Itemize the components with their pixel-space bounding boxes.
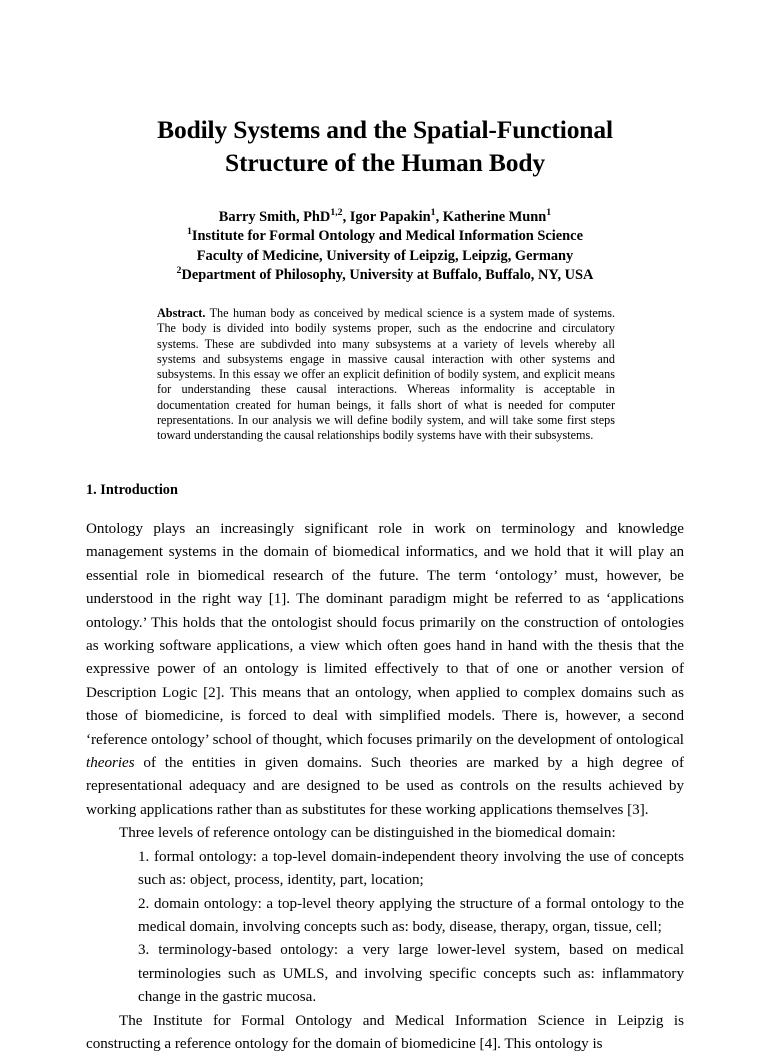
affiliation-institute: Institute for Formal Ontology and Medical Information Science	[191, 228, 583, 245]
paragraph-intro-part-1: Ontology plays an increasingly significant role in work on terminology and knowledge management systems in the domain of biomedical informatics, and we hold that it will play an essential role in biomedical research of the future. The term ‘ontology’ must, however, be understood in the right way [1]. The dominant paradigm might be referred to as ‘applications ontology.’ This holds that the ontologist should focus primarily on the construction of ontologies as working software applications, a view which often goes hand in hand with the thesis that the expressive power of an ontology is limited effectively to that of one or another version of Description Logic [2]. This means that an ontology, when applied to complex domains such as those of biomedicine, is forced to deal with simplified models. There is, however, a second ‘reference ontology’ school of thought, which focuses primarily on the development of ontological	[86, 521, 684, 748]
paragraph-intro	[86, 518, 684, 822]
paragraph-intro-part-2: of the entities in given domains. Such theories are marked by a high degree of representational adequacy and are designed to be used as controls on the results achieved by working applications rather than as substitutes for these working applications themselves [3].	[86, 755, 684, 818]
author-affiliation-marker-3: 1	[546, 207, 552, 219]
affiliation-marker-2: 2	[176, 265, 182, 277]
author-affiliation-block	[86, 208, 684, 285]
affiliation-department: Department of Philosophy, University at Buffalo, Buffalo, NY, USA	[181, 266, 594, 283]
section-heading-introduction: 1. Introduction	[86, 482, 178, 498]
author-list-prefix: Barry Smith, PhD	[218, 209, 331, 225]
paper-title-line-2: Structure of the Human Body	[225, 148, 545, 177]
paragraph-institute: The Institute for Formal Ontology and Medical Information Science in Leipzig is constructing a reference ontology for the domain of biomedicine [4]. This ontology is	[86, 1012, 684, 1052]
abstract-block	[157, 306, 615, 444]
paragraph-three-levels: Three levels of reference ontology can be distinguished in the biomedical domain:	[119, 825, 616, 842]
author-list-suffix: , Katherine Munn	[435, 209, 547, 225]
list-item: 3. terminology-based ontology: a very large lower-level system, based on medical terminologies such as UMLS, and involving specific concepts such as: inflammatory change in the gastric mucosa.	[138, 942, 684, 1006]
abstract-text: The human body as conceived by medical science is a system made of systems. The body is divided into bodily systems proper, such as the endocrine and circulatory systems. These are subdivded into many subsystems at a variety of levels whereby all systems and subsystems engage in massive causal interaction with other systems and subsystems. In this essay we offer an explicit definition of bodily system, and explicit means for understanding these causal interactions. Whereas informality is acceptable in documentation created for human beings, it falls short of what is needed for computer representations. In our analysis we will define bodily system, and will take some first steps toward understanding the causal relationships bodily systems have with their subsystems.	[157, 306, 616, 443]
list-item: 1. formal ontology: a top-level domain-independent theory involving the use of concepts such as: object, process, identity, part, location;	[138, 848, 684, 889]
abstract-label: Abstract.	[157, 306, 206, 320]
author-affiliation-marker-1: 1,2	[330, 207, 343, 219]
affiliation-line-1	[86, 227, 684, 246]
paper-title-line-1: Bodily Systems and the Spatial-Functional	[157, 115, 613, 144]
author-list-mid: , Igor Papakin	[342, 209, 431, 225]
affiliation-line-2: Faculty of Medicine, University of Leipzig, Leipzig, Germany	[196, 247, 574, 264]
affiliation-marker-1: 1	[187, 226, 192, 238]
author-affiliation-marker-2: 1	[430, 207, 436, 219]
page-title	[86, 113, 684, 179]
list-item: 2. domain ontology: a top-level theory applying the structure of a formal ontology to the medical domain, involving concepts such as: body, disease, therapy, organ, tissue, cell;	[138, 895, 684, 935]
emphasis-theories: theories	[86, 755, 135, 772]
affiliation-line-3	[86, 266, 684, 285]
paper-title-block	[86, 113, 684, 179]
author-list	[86, 208, 684, 227]
body-content	[86, 518, 684, 1056]
